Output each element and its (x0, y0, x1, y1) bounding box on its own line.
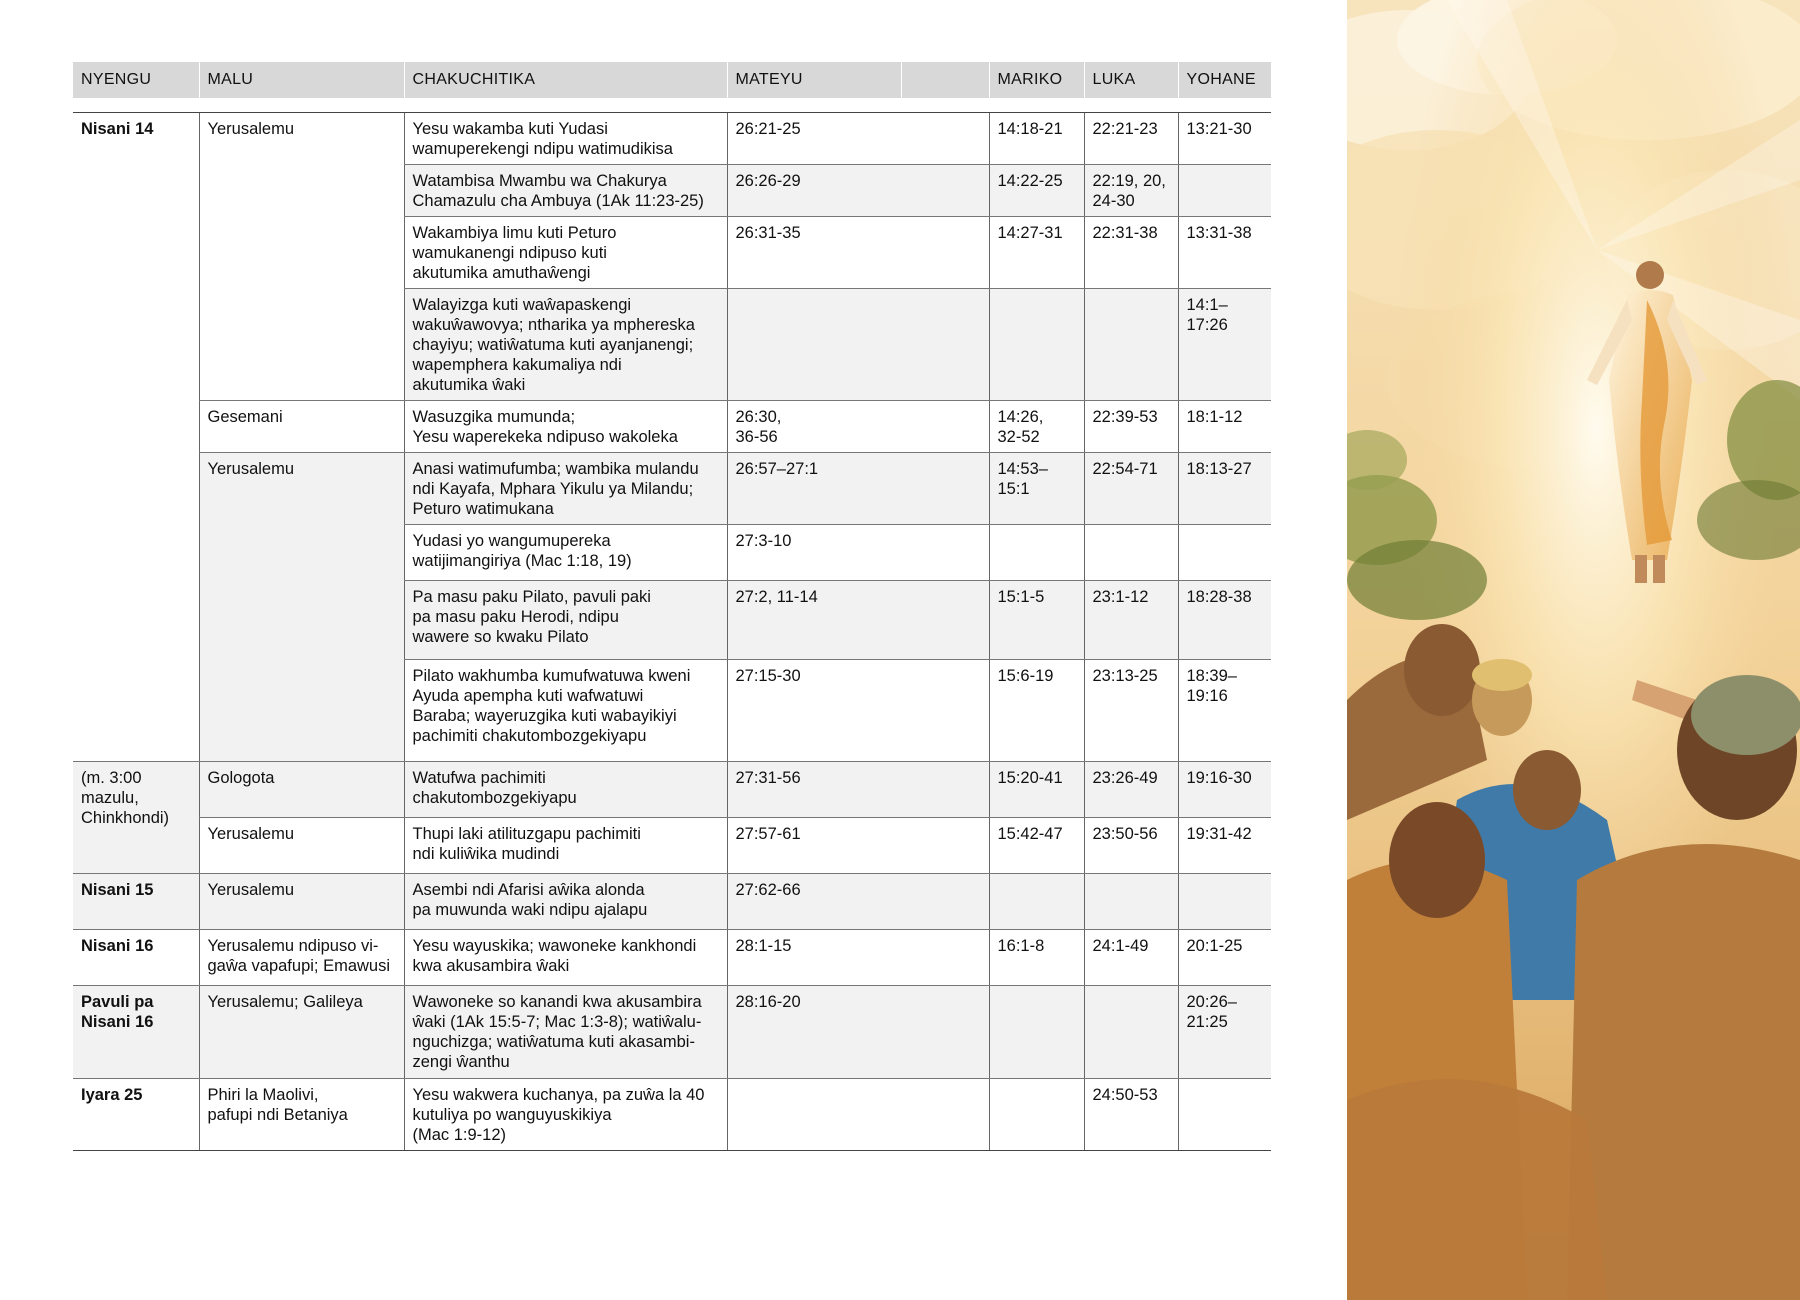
table-row (73, 453, 1271, 525)
cell-day: Nisani 15 (73, 874, 199, 930)
cell-event: Yesu wakamba kuti Yudasi wamuperekengi ndipu watimudikisa (404, 113, 727, 165)
cell-matthew: 28:1-15 (727, 930, 989, 986)
cell-matthew: 26:31-35 (727, 217, 989, 289)
cell-matthew: 26:21-25 (727, 113, 989, 165)
cell-luke: 23:50-56 (1084, 818, 1178, 874)
cell-matthew: 27:62-66 (727, 874, 989, 930)
table-row (73, 113, 1271, 165)
header-matthew: MATEYU (727, 62, 901, 98)
table-body (73, 113, 1271, 1151)
table-row (73, 930, 1271, 986)
cell-place: Yerusalemu (199, 113, 404, 401)
cell-mark: 14:26, 32-52 (989, 401, 1084, 453)
cell-luke: 23:13-25 (1084, 660, 1178, 762)
table-row (73, 874, 1271, 930)
cell-day: Iyara 25 (73, 1079, 199, 1151)
cell-day: (m. 3:00 mazulu, Chinkhondi) (73, 762, 199, 874)
cell-mark (989, 1079, 1084, 1151)
cell-event: Yesu wayuskika; wawoneke kankhondi kwa akusambira ŵaki (404, 930, 727, 986)
header-matthew-extension (901, 62, 989, 98)
cell-luke: 22:19, 20, 24-30 (1084, 165, 1178, 217)
cell-matthew: 27:3-10 (727, 525, 989, 581)
header-place: MALU (199, 62, 404, 98)
cell-event: Yudasi yo wangumupereka watijimangiriya (Mac 1:18, 19) (404, 525, 727, 581)
cell-place: Yerusalemu ndipuso vi- gaŵa vapafupi; Emawusi (199, 930, 404, 986)
cell-john (1178, 165, 1271, 217)
cell-event: Asembi ndi Afarisi aŵika alonda pa muwunda waki ndipu ajalapu (404, 874, 727, 930)
cell-john: 14:1– 17:26 (1178, 289, 1271, 401)
cell-event: Thupi laki atilituzgapu pachimiti ndi kuliŵika mudindi (404, 818, 727, 874)
cell-matthew: 28:16-20 (727, 986, 989, 1079)
cell-event: Watufwa pachimiti chakutombozgekiyapu (404, 762, 727, 818)
cell-john (1178, 525, 1271, 581)
cell-day: Pavuli pa Nisani 16 (73, 986, 199, 1079)
cell-place: Gologota (199, 762, 404, 818)
cell-luke: 22:54-71 (1084, 453, 1178, 525)
cell-luke: 23:26-49 (1084, 762, 1178, 818)
cell-luke (1084, 986, 1178, 1079)
cell-john: 18:13-27 (1178, 453, 1271, 525)
cell-mark (989, 986, 1084, 1079)
cell-event: Yesu wakwera kuchanya, pa zuŵa la 40 kutuliya po wanguyuskikiya (Mac 1:9-12) (404, 1079, 727, 1151)
cell-matthew: 27:15-30 (727, 660, 989, 762)
cell-mark: 15:6-19 (989, 660, 1084, 762)
cell-john: 20:1-25 (1178, 930, 1271, 986)
cell-event: Wakambiya limu kuti Peturo wamukanengi ndipuso kuti akutumika amuthaŵengi (404, 217, 727, 289)
cell-matthew: 27:2, 11-14 (727, 581, 989, 660)
cell-place: Yerusalemu; Galileya (199, 986, 404, 1079)
cell-place: Phiri la Maolivi, pafupi ndi Betaniya (199, 1079, 404, 1151)
table-row (73, 818, 1271, 874)
cell-luke: 22:21-23 (1084, 113, 1178, 165)
header-mark: MARIKO (989, 62, 1084, 98)
cell-john: 18:39– 19:16 (1178, 660, 1271, 762)
cell-mark (989, 289, 1084, 401)
cell-luke: 22:31-38 (1084, 217, 1178, 289)
cell-matthew: 27:31-56 (727, 762, 989, 818)
table-row (73, 401, 1271, 453)
cell-matthew (727, 1079, 989, 1151)
cell-event: Watambisa Mwambu wa Chakurya Chamazulu cha Ambuya (1Ak 11:23-25) (404, 165, 727, 217)
cell-matthew: 26:57–27:1 (727, 453, 989, 525)
cell-mark (989, 525, 1084, 581)
cell-matthew: 27:57-61 (727, 818, 989, 874)
cell-place: Yerusalemu (199, 874, 404, 930)
cell-luke: 23:1-12 (1084, 581, 1178, 660)
cell-place: Yerusalemu (199, 453, 404, 762)
cell-place: Gesemani (199, 401, 404, 453)
cell-john: 18:1-12 (1178, 401, 1271, 453)
table-row (73, 762, 1271, 818)
cell-john (1178, 1079, 1271, 1151)
gospel-harmony-table (73, 62, 1272, 1151)
cell-event: Pa masu paku Pilato, pavuli paki pa masu paku Herodi, ndipu wawere so kwaku Pilato (404, 581, 727, 660)
cell-luke (1084, 874, 1178, 930)
cell-place: Yerusalemu (199, 818, 404, 874)
cell-day: Nisani 16 (73, 930, 199, 986)
cell-mark: 15:1-5 (989, 581, 1084, 660)
cell-mark: 14:18-21 (989, 113, 1084, 165)
table-row (73, 1079, 1271, 1151)
cell-luke: 24:1-49 (1084, 930, 1178, 986)
header-day: NYENGU (73, 62, 199, 98)
cell-john: 19:31-42 (1178, 818, 1271, 874)
gospel-harmony-table-container (73, 62, 1271, 1151)
cell-john: 19:16-30 (1178, 762, 1271, 818)
header-event: CHAKUCHITIKA (404, 62, 727, 98)
cell-event: Walayizga kuti waŵapaskengi wakuŵawovya; ntharika ya mphereska chayiyu; watiŵatuma kuti ayanjanengi; wapemphera kakumaliya ndi akutumika ŵaki (404, 289, 727, 401)
ascension-image (1347, 0, 1800, 1300)
cell-luke (1084, 525, 1178, 581)
cell-event: Anasi watimufumba; wambika mulandu ndi Kayafa, Mphara Yikulu ya Milandu; Peturo watimukana (404, 453, 727, 525)
cell-day: Nisani 14 (73, 113, 199, 762)
header-luke: LUKA (1084, 62, 1178, 98)
cell-luke: 22:39-53 (1084, 401, 1178, 453)
cell-john: 13:31-38 (1178, 217, 1271, 289)
header-spacer-cell (73, 98, 1271, 113)
table-row (73, 986, 1271, 1079)
cell-matthew: 26:30, 36-56 (727, 401, 989, 453)
cell-event: Wasuzgika mumunda; Yesu waperekeka ndipuso wakoleka (404, 401, 727, 453)
cell-john (1178, 874, 1271, 930)
ascension-illustration (1347, 0, 1800, 1300)
cell-luke: 24:50-53 (1084, 1079, 1178, 1151)
cell-mark (989, 874, 1084, 930)
header-spacer (73, 98, 1271, 113)
cell-john: 18:28-38 (1178, 581, 1271, 660)
cell-mark: 14:22-25 (989, 165, 1084, 217)
cell-mark: 15:20-41 (989, 762, 1084, 818)
cell-matthew: 26:26-29 (727, 165, 989, 217)
cell-mark: 14:27-31 (989, 217, 1084, 289)
header-john: YOHANE (1178, 62, 1271, 98)
cell-luke (1084, 289, 1178, 401)
cell-john: 20:26– 21:25 (1178, 986, 1271, 1079)
cell-matthew (727, 289, 989, 401)
cell-mark: 14:53– 15:1 (989, 453, 1084, 525)
cell-john: 13:21-30 (1178, 113, 1271, 165)
cell-event: Pilato wakhumba kumufwatuwa kweni Ayuda apempha kuti wafwatuwi Baraba; wayeruzgika kuti wabayikiyi pachimiti chakutombozgekiyapu (404, 660, 727, 762)
cell-mark: 15:42-47 (989, 818, 1084, 874)
header-row (73, 62, 1271, 98)
cell-event: Wawoneke so kanandi kwa akusambira ŵaki (1Ak 15:5-7; Mac 1:3-8); watiŵalu- nguchizga; watiŵatuma kuti akasambi- zengi ŵanthu (404, 986, 727, 1079)
cell-mark: 16:1-8 (989, 930, 1084, 986)
